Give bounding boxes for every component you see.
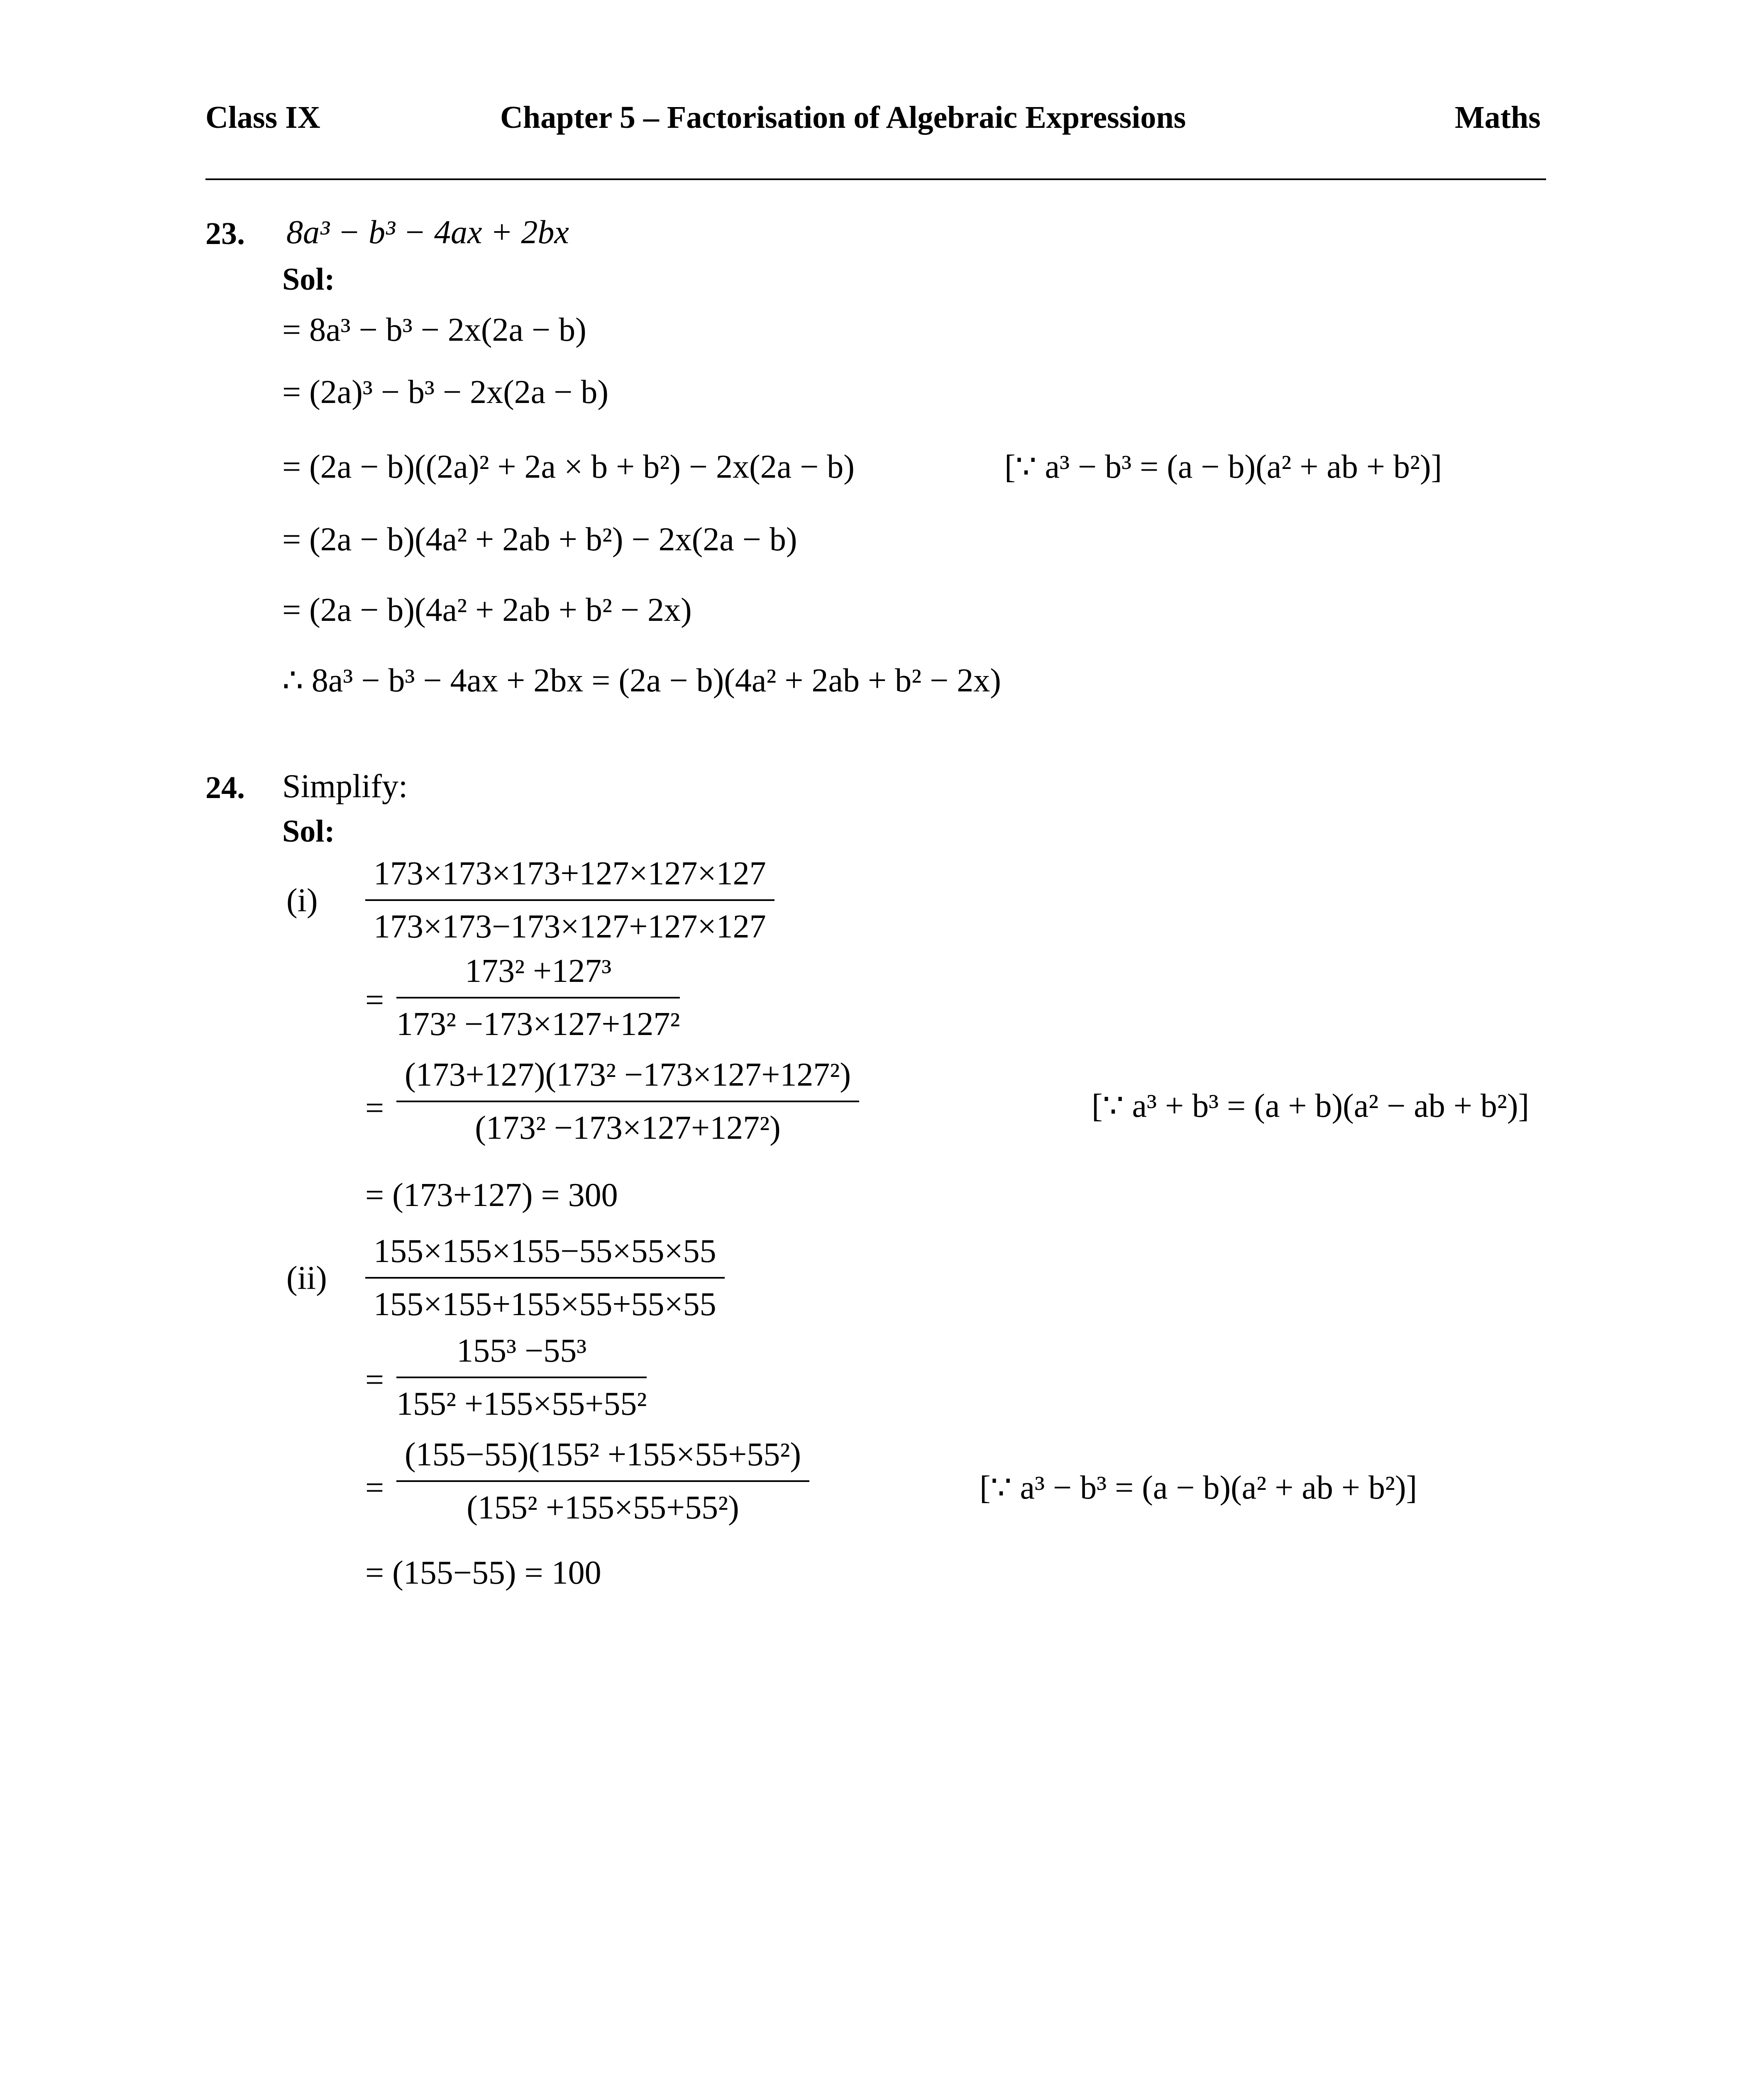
part-ii-step1-denominator: 155² +155×55+55² <box>396 1386 647 1422</box>
question-24-number: 24. <box>205 770 245 805</box>
part-ii-step2-denominator: (155² +155×55+55²) <box>467 1489 739 1526</box>
header-class: Class IX <box>205 100 320 135</box>
question-24-text: Simplify: <box>282 768 408 805</box>
part-ii-step1-numerator: 155³ −55³ <box>396 1334 647 1378</box>
part-i-expression <box>365 857 774 943</box>
part-ii-label: (ii) <box>286 1260 327 1296</box>
part-ii-step-1 <box>396 1334 647 1421</box>
q23-step-3: = (2a − b)((2a)² + 2a × b + b²) − 2x(2a − b) <box>282 449 855 485</box>
part-i-step2-numerator: (173+127)(173² −173×127+127²) <box>396 1058 859 1102</box>
part-ii-identity-note: [∵ a³ − b³ = (a − b)(a² + ab + b²)] <box>980 1470 1417 1506</box>
part-ii-step-2 <box>396 1438 809 1524</box>
question-23-text: 8a³ − b³ − 4ax + 2bx <box>286 214 569 251</box>
header-chapter-title: Chapter 5 – Factorisation of Algebraic Expressions <box>500 100 1186 135</box>
part-ii-equals-2: = <box>365 1470 384 1506</box>
q23-step-5: = (2a − b)(4a² + 2ab + b² − 2x) <box>282 592 692 628</box>
part-ii-result: = (155−55) = 100 <box>365 1555 601 1591</box>
part-i-equals-2: = <box>365 1090 384 1126</box>
q23-step-2: = (2a)³ − b³ − 2x(2a − b) <box>282 374 609 410</box>
part-ii-expr-numerator: 155×155×155−55×55×55 <box>365 1235 725 1279</box>
header-rule <box>205 178 1546 180</box>
part-i-identity-note: [∵ a³ + b³ = (a + b)(a² − ab + b²)] <box>1092 1088 1529 1124</box>
q23-step-4: = (2a − b)(4a² + 2ab + b²) − 2x(2a − b) <box>282 521 797 558</box>
question-24-sol-label: Sol: <box>282 814 335 849</box>
part-i-label: (i) <box>286 882 318 919</box>
part-i-step-2 <box>396 1058 859 1145</box>
q23-conclusion: ∴ 8a³ − b³ − 4ax + 2bx = (2a − b)(4a² + 2ab + b² − 2x) <box>282 662 1001 699</box>
part-i-equals-1: = <box>365 982 384 1018</box>
part-ii-expression <box>365 1235 725 1321</box>
part-ii-expr-denominator: 155×155+155×55+55×55 <box>374 1286 716 1323</box>
question-23-sol-label: Sol: <box>282 262 335 297</box>
part-i-step1-numerator: 173² +127³ <box>396 954 680 998</box>
part-i-expr-denominator: 173×173−173×127+127×127 <box>374 908 766 945</box>
header-subject: Maths <box>1455 100 1541 135</box>
part-i-step1-denominator: 173² −173×127+127² <box>396 1006 680 1042</box>
part-i-expr-numerator: 173×173×173+127×127×127 <box>365 857 774 901</box>
question-23-number: 23. <box>205 216 245 251</box>
part-ii-step2-numerator: (155−55)(155² +155×55+55²) <box>396 1438 809 1482</box>
part-ii-equals-1: = <box>365 1362 384 1398</box>
q23-identity-note: [∵ a³ − b³ = (a − b)(a² + ab + b²)] <box>1004 449 1442 485</box>
part-i-result: = (173+127) = 300 <box>365 1177 618 1213</box>
part-i-step2-denominator: (173² −173×127+127²) <box>475 1110 781 1146</box>
part-i-step-1 <box>396 954 680 1041</box>
q23-step-1: = 8a³ − b³ − 2x(2a − b) <box>282 312 586 348</box>
